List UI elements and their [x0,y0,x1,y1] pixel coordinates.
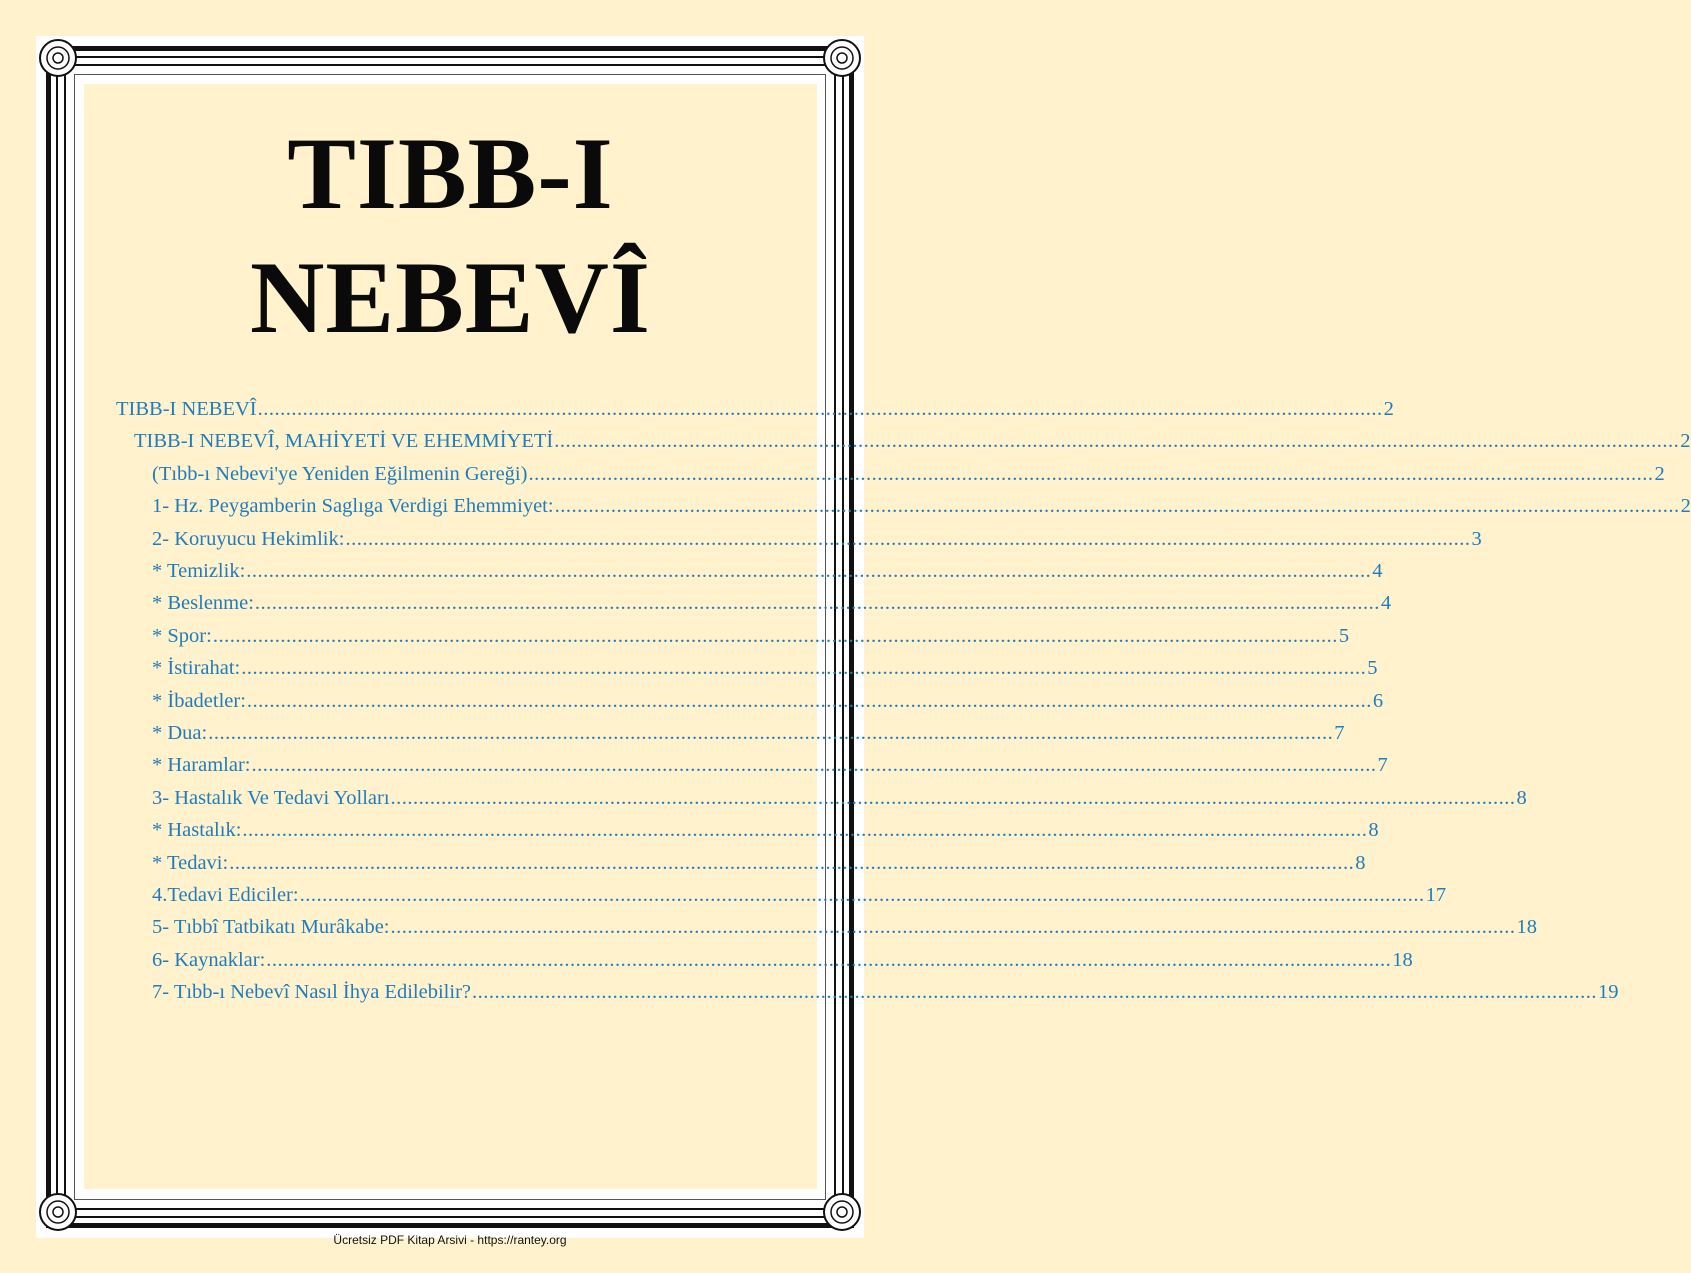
toc-entry-page: 5 [1367,657,1378,680]
toc-entry-title: * Tedavi: [152,851,229,874]
toc-leader-dots: ........................................................................................................................................................................................................ [208,722,1334,744]
toc-entry[interactable] [152,590,1392,616]
toc-leader-dots: ........................................................................................................................................................................................................ [390,786,1516,809]
toc-entry[interactable] [152,461,1665,487]
toc-entry-title: 3- Hastalık Ve Tedavi Yolları [152,786,390,809]
toc-leader-dots: ........................................................................................................................................................................................................ [299,884,1425,906]
toc-leader-dots: ........................................................................................................................................................................................................ [554,495,1680,518]
toc-entry-page: 4 [1380,592,1392,615]
toc-entry[interactable] [152,914,1537,940]
toc-entry-page: 2 [1680,495,1691,518]
toc-entry-title: * Hastalık: [152,819,242,842]
toc-entry[interactable] [152,979,1619,1005]
toc-entry-page: 19 [1598,981,1619,1004]
corner-ornament-bottom-left-icon [38,1192,78,1232]
toc-entry-title: 5- Tıbbî Tatbikatı Murâkabe: [152,916,390,939]
toc-entry[interactable] [134,428,1691,454]
toc-entry-title: 4.Tedavi Ediciler: [152,884,299,906]
toc-entry[interactable] [152,720,1345,746]
corner-ornament-top-left-icon [38,38,78,78]
toc-leader-dots: ........................................................................................................................................................................................................ [345,527,1471,550]
toc-leader-dots: ........................................................................................................................................................................................................ [242,819,1368,842]
toc-entry-page: 17 [1425,884,1447,906]
toc-entry[interactable] [116,396,1394,422]
toc-entry[interactable] [152,493,1691,519]
toc-entry[interactable] [152,752,1388,778]
toc-leader-dots: ........................................................................................................................................................................................................ [266,948,1392,971]
toc-entry-page: 2 [1680,430,1691,453]
toc-entry-title: * Haramlar: [152,754,251,777]
toc-entry-page: 5 [1338,624,1350,647]
toc-entry-page: 8 [1368,819,1379,842]
toc-entry[interactable] [152,817,1379,843]
toc-leader-dots: ........................................................................................................................................................................................................ [254,592,1380,615]
toc-entry-page: 18 [1516,916,1537,939]
toc-entry-page: 2 [1383,398,1394,420]
corner-ornament-top-right-icon [822,38,862,78]
toc-entry-title: * İbadetler: [152,689,246,712]
toc-entry-title: TIBB-I NEBEVÎ [116,398,257,420]
toc-leader-dots: ........................................................................................................................................................................................................ [257,398,1383,420]
toc-entry[interactable] [152,558,1383,584]
toc-leader-dots: ........................................................................................................................................................................................................ [554,430,1680,453]
toc-entry-page: 18 [1392,948,1413,971]
footer-text: Ücretsiz PDF Kitap Arsivi - https://rantey.org [333,1233,567,1247]
toc-entry-title: 1- Hz. Peygamberin Saglıga Verdigi Ehemmiyet: [152,495,554,518]
toc-leader-dots: ........................................................................................................................................................................................................ [212,624,1338,647]
toc-leader-dots: ........................................................................................................................................................................................................ [246,689,1372,712]
toc-entry-title: (Tıbb-ı Nebevi'ye Yeniden Eğilmenin Gereği) [152,462,528,485]
toc-leader-dots: ........................................................................................................................................................................................................ [528,462,1654,485]
toc-entry-page: 8 [1355,851,1366,874]
toc-entry-page: 2 [1654,462,1665,485]
toc-entry[interactable] [152,688,1384,714]
toc-entry[interactable] [152,947,1413,973]
toc-entry[interactable] [152,850,1366,876]
toc-entry-title: TIBB-I NEBEVÎ, MAHİYETİ VE EHEMMİYETİ [134,430,554,453]
toc-leader-dots: ........................................................................................................................................................................................................ [241,657,1367,680]
toc-entry[interactable] [152,526,1482,552]
toc-entry[interactable] [152,882,1447,908]
toc-entry-page: 7 [1334,722,1345,744]
toc-entry-title: * Dua: [152,722,208,744]
toc-entry-title: * Temizlik: [152,560,246,582]
toc-leader-dots: ........................................................................................................................................................................................................ [472,981,1597,1004]
toc-leader-dots: ........................................................................................................................................................................................................ [390,916,1516,939]
toc-entry-page: 3 [1471,527,1482,550]
toc-entry-page: 8 [1516,786,1527,809]
toc-entry-title: * Beslenme: [152,592,254,615]
document-title [84,112,817,360]
title-line-2: NEBEVÎ [250,241,651,355]
toc-entry-title: * Spor: [152,624,212,647]
toc-entry[interactable] [152,785,1527,811]
toc-entry-page: 6 [1372,689,1384,712]
toc-entry[interactable] [152,655,1378,681]
corner-ornament-bottom-right-icon [822,1192,862,1232]
toc-entry-page: 7 [1377,754,1388,777]
toc-entry-title: 6- Kaynaklar: [152,948,266,971]
toc-entry[interactable] [152,623,1350,649]
toc-entry-title: 7- Tıbb-ı Nebevî Nasıl İhya Edilebilir? [152,981,471,1004]
title-line-1: TIBB-I [287,117,614,231]
toc-entry-page: 4 [1372,560,1383,582]
toc-entry-title: * İstirahat: [152,657,241,680]
toc-leader-dots: ........................................................................................................................................................................................................ [246,560,1372,582]
toc-leader-dots: ........................................................................................................................................................................................................ [229,851,1355,874]
toc-entry-title: 2- Koruyucu Hekimlik: [152,527,345,550]
toc-leader-dots: ........................................................................................................................................................................................................ [251,754,1377,777]
